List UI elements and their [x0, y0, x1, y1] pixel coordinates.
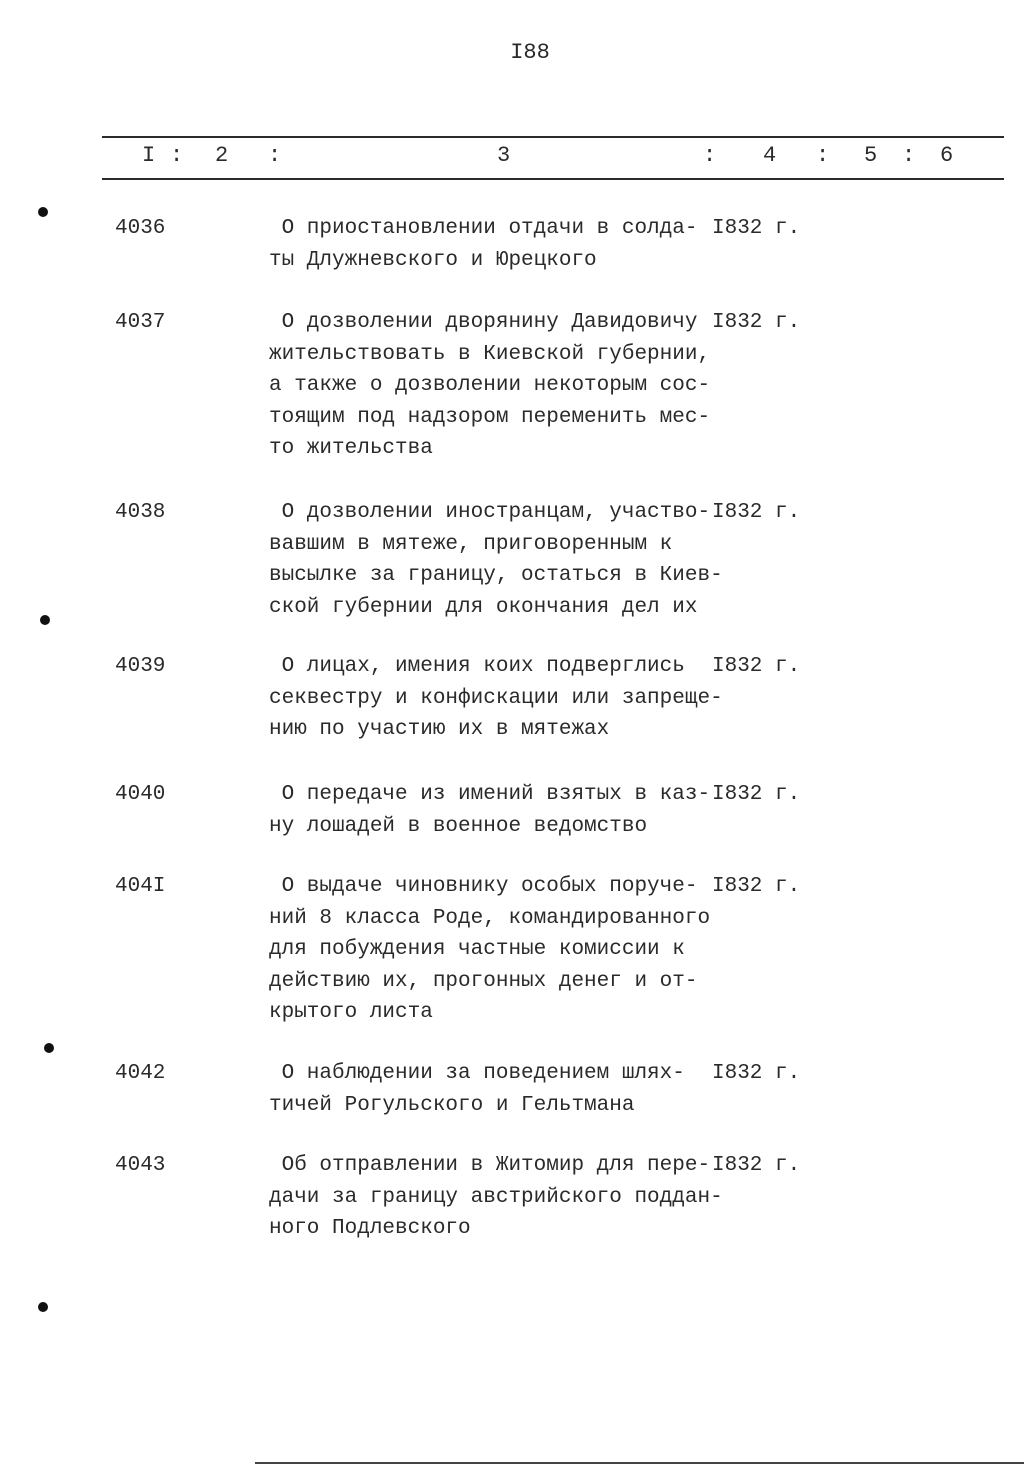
- entry-number: 4042: [115, 1062, 166, 1085]
- entry-title-line: О выдаче чиновнику особых поруче-: [269, 875, 698, 898]
- entry-title-line: тичей Рогульского и Гельтмана: [269, 1093, 635, 1117]
- entry-number: 404I: [115, 875, 166, 898]
- entry-number: 4039: [115, 655, 166, 678]
- entry-title-line: ской губернии для окончания дел их: [269, 595, 698, 619]
- entry-title-line: высылке за границу, остаться в Киев-: [269, 564, 723, 587]
- entry-title-line: жительствовать в Киевской губернии,: [269, 342, 711, 366]
- col-4-heading: 4: [763, 143, 777, 168]
- entry-title-line: действию их, прогонных денег и от-: [269, 969, 698, 993]
- punch-hole-mark: [38, 1302, 48, 1312]
- entry-title-line: О дозволении иностранцам, участво-: [269, 501, 711, 524]
- entry-year: I832 г.: [712, 655, 801, 678]
- entry-title-line: вавшим в мятеже, приговоренным к: [269, 532, 673, 556]
- entry-title-line: О приостановлении отдачи в солда-: [269, 217, 698, 240]
- entry-number: 4036: [115, 217, 166, 240]
- page-number: I88: [510, 40, 550, 65]
- col-separator: :: [268, 143, 282, 168]
- entry-number: 4038: [115, 501, 166, 524]
- entry-title-line: Об отправлении в Житомир для пере-: [269, 1154, 711, 1177]
- entry-year: I832 г.: [712, 1154, 801, 1177]
- entry-title-line: крытого листа: [269, 1001, 433, 1024]
- entry-title: [269, 871, 710, 1029]
- col-2-heading: 2: [215, 143, 229, 168]
- entry-title-line: секвестру и конфискации или запреще-: [269, 686, 723, 710]
- entry-number: 4040: [115, 783, 166, 806]
- entry-title-line: О передаче из имений взятых в каз-: [269, 783, 711, 806]
- col-3-heading: 3: [497, 143, 511, 168]
- punch-hole-mark: [38, 207, 48, 217]
- entry-year: I832 г.: [712, 1062, 801, 1085]
- bottom-edge-rule: [255, 1462, 1024, 1464]
- entry-title-line: О дозволении дворянину Давидовичу: [269, 311, 698, 334]
- col-1-heading: I: [142, 143, 156, 168]
- col-separator: :: [170, 143, 184, 168]
- entry-year: I832 г.: [712, 217, 801, 240]
- entry-title-line: для побуждения частные комиссии к: [269, 938, 685, 961]
- header-top-rule: [102, 136, 1004, 138]
- entry-year: I832 г.: [712, 875, 801, 898]
- col-separator: :: [703, 143, 717, 168]
- punch-hole-mark: [40, 615, 50, 625]
- entry-title: [269, 779, 710, 842]
- entry-title: [269, 1058, 685, 1121]
- entry-year: I832 г.: [712, 783, 801, 806]
- entry-title: [269, 213, 697, 276]
- entry-title-line: то жительства: [269, 437, 433, 460]
- col-5-heading: 5: [864, 143, 878, 168]
- punch-hole-mark: [44, 1043, 54, 1053]
- header-bottom-rule: [102, 178, 1004, 180]
- entry-number: 4037: [115, 311, 166, 334]
- entry-title-line: О лицах, имения коих подверглись: [269, 655, 685, 678]
- entry-title: [269, 497, 723, 623]
- entry-title-line: ний 8 класса Роде, командированного: [269, 906, 711, 930]
- entry-title: [269, 307, 710, 465]
- entry-year: I832 г.: [712, 311, 801, 334]
- entry-title: [269, 1150, 723, 1245]
- entry-title-line: а также о дозволении некоторым сос-: [269, 374, 711, 397]
- entry-title: [269, 651, 723, 746]
- entry-title-line: ты Длужневского и Юрецкого: [269, 248, 597, 272]
- entry-title-line: нию по участию их в мятежах: [269, 718, 610, 741]
- col-separator: :: [816, 143, 830, 168]
- col-6-heading: 6: [940, 143, 954, 168]
- entry-title-line: О наблюдении за поведением шлях-: [269, 1062, 685, 1085]
- entry-title-line: ну лошадей в военное ведомство: [269, 814, 648, 838]
- entry-title-line: тоящим под надзором переменить мес-: [269, 405, 711, 429]
- entry-title-line: ного Подлевского: [269, 1217, 471, 1240]
- entry-year: I832 г.: [712, 501, 801, 524]
- entry-number: 4043: [115, 1154, 166, 1177]
- col-separator: :: [902, 143, 916, 168]
- entry-title-line: дачи за границу австрийского поддан-: [269, 1185, 723, 1209]
